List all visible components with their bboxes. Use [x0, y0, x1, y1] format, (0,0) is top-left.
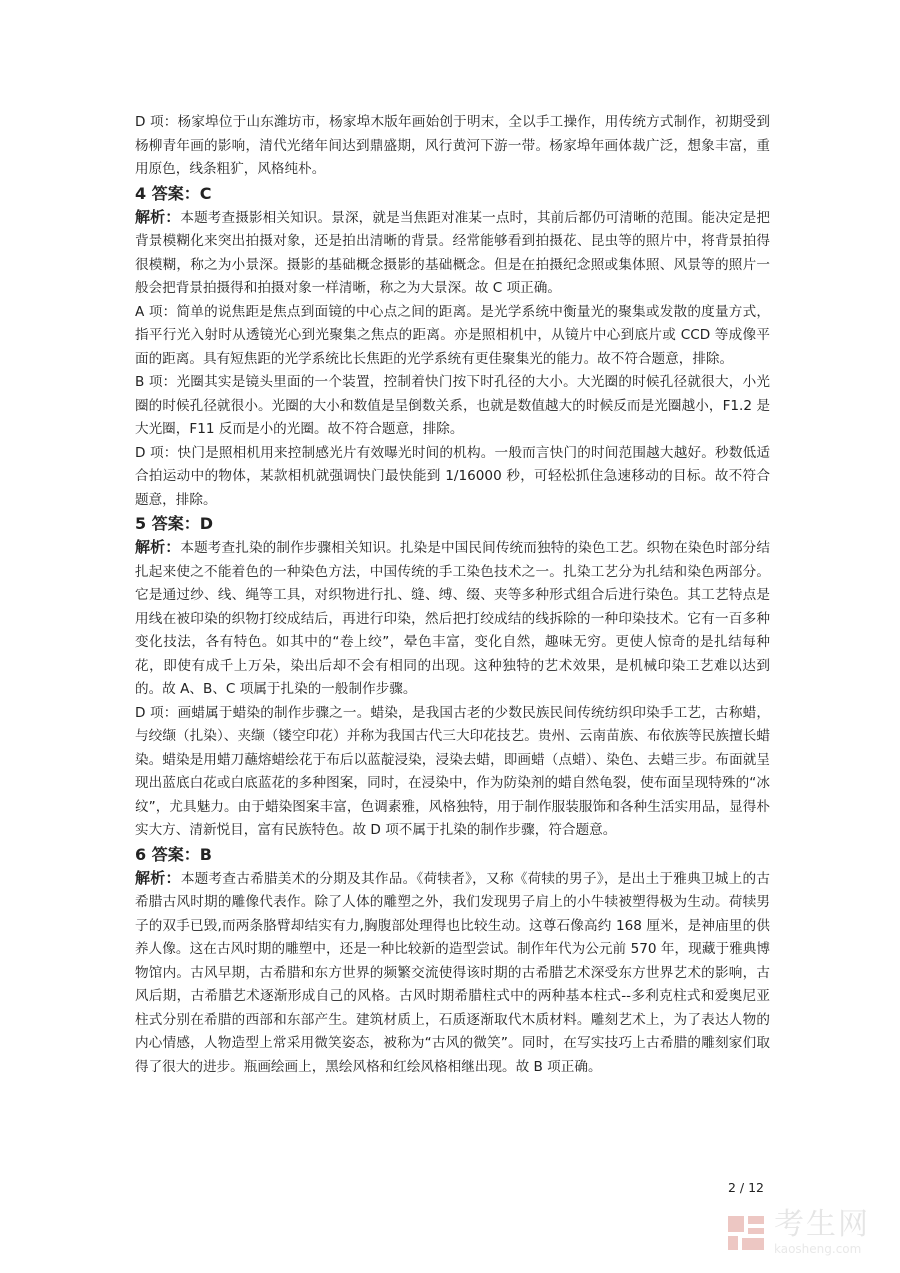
kaosheng-logo-icon — [726, 1212, 768, 1254]
answer-heading-4: 4 答案：C — [135, 183, 212, 203]
analysis-label: 解析： — [135, 538, 181, 556]
analysis-paragraph-4 — [135, 206, 770, 301]
watermark — [726, 1207, 870, 1256]
paragraph-item-b-aperture: B 项：光圈其实是镜头里面的一个装置，控制着快门按下时孔径的大小。大光圈的时候孔径就很大，小光圈的时候孔径就很小。光圈的大小和数值是呈倒数关系，也就是数值越大的时候反而是光圈越小，F1.2 是大光圈，F11 反而是小的光圈。故不符合题意，排除。 — [135, 374, 770, 437]
answer-heading-6: 6 答案：B — [135, 844, 212, 864]
page-number: 2 / 12 — [727, 1180, 764, 1195]
analysis-label: 解析： — [135, 207, 181, 226]
analysis-text: 本题考查古希腊美术的分期及其作品。《荷犊者》，又称《荷犊的男子》，是出土于雅典卫城上的古希腊古风时期的雕像代表作。除了人体的雕塑之外，我们发现男子肩上的小牛犊被塑得极为生动。荷犊男子的双手已毁,而两条胳臂却结实有力,胸腹部处理得也比较生动。这尊石像高约 168 厘米，是神庙里的供养人像。这在古风时期的雕塑中，还是一种比较新的造型尝试。制作年代为公元前 570 年，现藏于雅典博物馆内。古风早期，古希腊和东方世界的频繁交流使得该时期的古希腊艺术深受东方世界艺术的影响，古风后期，古希腊艺术逐渐形成自己的风格。古风时期希腊柱式中的两种基本柱式--多利克柱式和爱奥尼亚柱式分别在希腊的西部和东部产生。建筑材质上，石质逐渐取代木质材料。雕刻艺术上，为了表达人物的内心情感，人物造型上常采用微笑姿态，被称为“古风的微笑”。同时，在写实技巧上古希腊的雕刻家们取得了很大的进步。瓶画绘画上，黑绘风格和红绘风格相继出现。故 B 项正确。 — [135, 870, 770, 1075]
paragraph-item-d-wax-dyeing: D 项：画蜡属于蜡染的制作步骤之一。蜡染，是我国古老的少数民族民间传统纺织印染手工艺，古称蜡，与绞缬（扎染）、夹缬（镂空印花）并称为我国古代三大印花技艺。贵州、云南苗族、布依族等民族擅长蜡染。蜡染是用蜡刀蘸熔蜡绘花于布后以蓝靛浸染，浸染去蜡，即画蜡（点蜡）、染色、去蜡三步。布面就呈现出蓝底白花或白底蓝花的多种图案，同时，在浸染中，作为防染剂的蜡自然龟裂，使布面呈现特殊的“冰纹”，尤具魅力。由于蜡染图案丰富，色调素雅，风格独特，用于制作服装服饰和各种生活实用品，显得朴实大方、清新悦目，富有民族特色。故 D 项不属于扎染的制作步骤，符合题意。 — [135, 704, 770, 838]
watermark-name: 考生网 — [774, 1207, 870, 1242]
paragraph-item-d-shutter: D 项：快门是照相机用来控制感光片有效曝光时间的机构。一般而言快门的时间范围越大越好。秒数低适合拍运动中的物体，某款相机就强调快门最快能到 1/16000 秒，可轻松抓住急速移动的目标。故不符合题意，排除。 — [135, 444, 770, 508]
analysis-label: 解析： — [135, 868, 181, 887]
analysis-text: 本题考查摄影相关知识。景深，就是当焦距对准某一点时，其前后都仍可清晰的范围。能决定是把背景模糊化来突出拍摄对象，还是拍出清晰的背景。经常能够看到拍摄花、昆虫等的照片中，将背景拍得很模糊，称之为小景深。摄影的基础概念摄影的基础概念。但是在拍摄纪念照或集体照、风景等的照片一般会把背景拍摄得和拍摄对象一样清晰，称之为大景深。故 C 项正确。 — [135, 209, 770, 296]
paragraph-item-a-focal-length: A 项：简单的说焦距是焦点到面镜的中心点之间的距离。是光学系统中衡量光的聚集或发散的度量方式，指平行光入射时从透镜光心到光聚集之焦点的距离。亦是照相机中，从镜片中心到底片或 CCD 等成像平面的距离。具有短焦距的光学系统比长焦距的光学系统有更佳聚集光的能力。故不符合题意，排除。 — [135, 303, 770, 367]
analysis-text: 本题考查扎染的制作步骤相关知识。扎染是中国民间传统而独特的染色工艺。织物在染色时部分结扎起来使之不能着色的一种染色方法，中国传统的手工染色技术之一。扎染工艺分为扎结和染色两部分。它是通过纱、线、绳等工具，对织物进行扎、缝、缚、缀、夹等多种形式组合后进行染色。其工艺特点是用线在被印染的织物打绞成结后，再进行印染，然后把打绞成结的线拆除的一种印染技术。它有一百多种变化技法，各有特色。如其中的“卷上绞”，晕色丰富，变化自然，趣味无穷。更使人惊奇的是扎结每种花，即使有成千上万朵，染出后却不会有相同的出现。这种独特的艺术效果，是机械印染工艺难以达到的。故 A、B、C 项属于扎染的一般制作步骤。 — [135, 540, 770, 697]
paragraph-item-d-yangjiabu: D 项：杨家埠位于山东潍坊市，杨家埠木版年画始创于明末，全以手工操作，用传统方式制作，初期受到杨柳青年画的影响，清代光绪年间达到鼎盛期，风行黄河下游一带。杨家埠年画体裁广泛，想象丰富，重用原色，线条粗犷，风格纯朴。 — [135, 114, 770, 177]
answer-heading-5: 5 答案：D — [135, 514, 213, 533]
analysis-paragraph-6 — [135, 867, 770, 1080]
watermark-url: kaosheng.com — [774, 1242, 862, 1256]
document-body — [135, 111, 770, 1079]
analysis-paragraph-5 — [135, 536, 770, 702]
